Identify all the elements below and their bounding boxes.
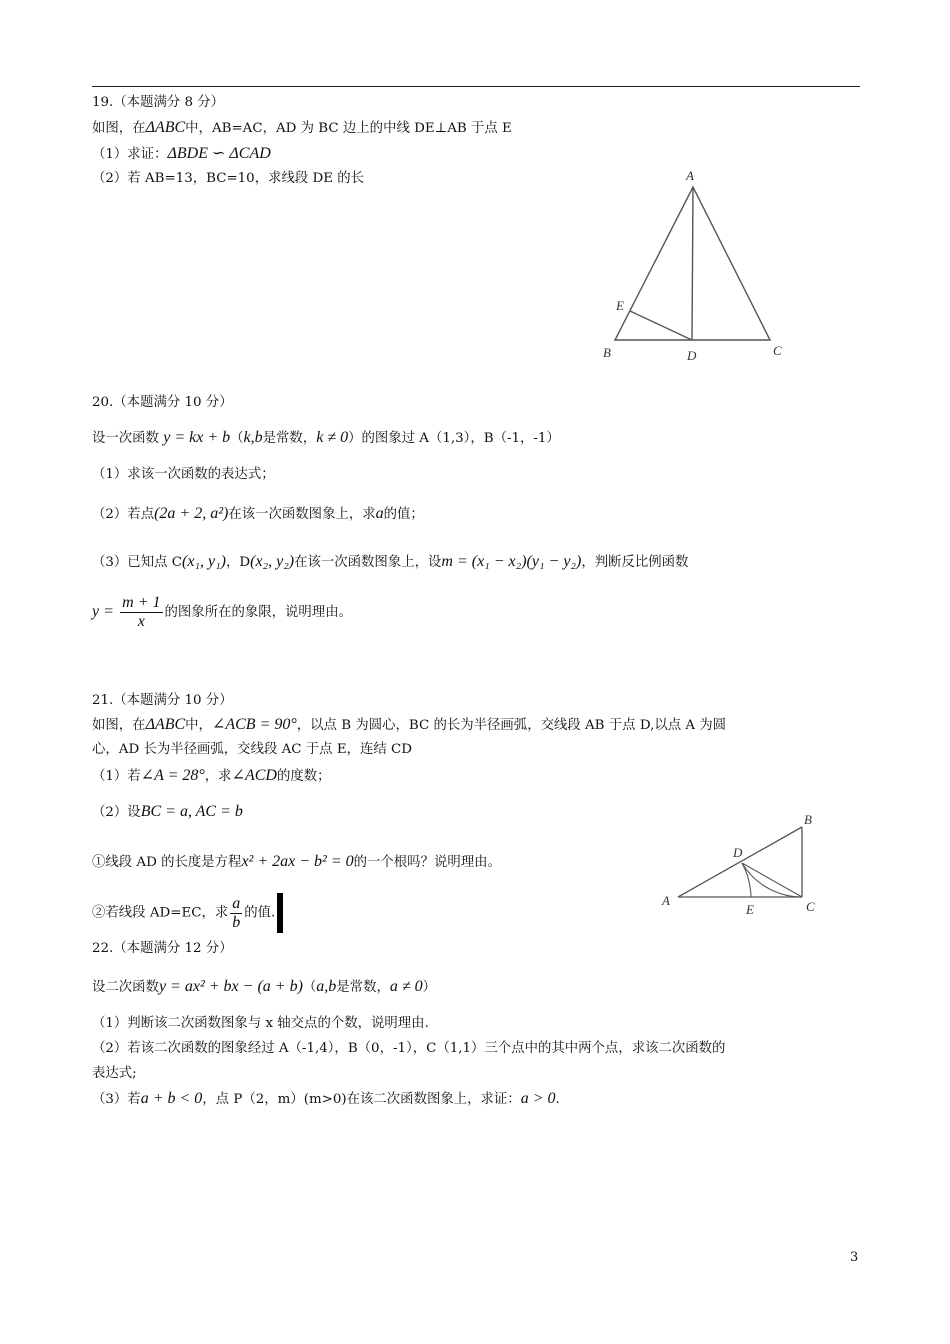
q19-stem: 如图，在ΔABC中，AB=AC，AD 为 BC 边上的中线 DE⊥AB 于点 E <box>92 119 512 136</box>
q21-part1: （1）若∠A = 28°，求∠ACD的度数； <box>92 767 331 784</box>
svg-text:C: C <box>806 899 815 914</box>
q20-header: 20.（本题满分 10 分） <box>92 395 233 410</box>
q22-part3: （3）若a + b < 0，点 P（2，m）(m>0)在该二次函数图象上，求证：a > 0. <box>92 1090 560 1107</box>
q21-fraction: $\frac{a}{b}$ <box>232 894 241 931</box>
svg-text:E: E <box>616 298 624 313</box>
q20-part3: （3）已知点 C(x₁, y₁)，D(x₂, y₂)在该一次函数图象上，设m = (x₁ − x₂)(y₁ − y₂)，判断反比例函数 <box>92 553 689 570</box>
header-rule <box>92 86 860 87</box>
svg-text:D: D <box>687 348 697 363</box>
q20-stem: 设一次函数 y = kx + b（k,b是常数，k ≠ 0）的图象过 A（1,3），B（-1，-1） <box>92 429 560 446</box>
q21-header: 21.（本题满分 10 分） <box>92 693 233 708</box>
svg-text:A: A <box>662 893 670 908</box>
q20-fraction: $\frac{m + 1}{x}$ <box>122 594 161 630</box>
svg-text:B: B <box>603 345 611 360</box>
q22-header: 22.（本题满分 12 分） <box>92 941 233 956</box>
q19-header: 19.（本题满分 8 分） <box>92 95 225 110</box>
svg-text:C: C <box>773 343 782 358</box>
q19-part2: （2）若 AB=13，BC=10，求线段 DE 的长 <box>92 171 365 186</box>
redaction-bar <box>277 893 283 933</box>
q20-part3-cont: y = $\frac{m + 1}{x}$ 的图象所在的象限，说明理由。 <box>92 594 352 630</box>
q21-triangle-figure <box>650 805 830 930</box>
svg-text:A: A <box>686 168 694 183</box>
q22-part2: （2）若该二次函数的图象经过 A（-1,4），B（0，-1），C（1,1）三个点中的其中两个点，求该二次函数的 <box>92 1041 726 1056</box>
q22-stem: 设二次函数y = ax² + bx − (a + b)（a,b是常数，a ≠ 0） <box>92 978 437 995</box>
page-number: 3 <box>850 1250 859 1265</box>
q20-part2: （2）若点(2a + 2, a²)在该一次函数图象上，求a的值； <box>92 505 424 522</box>
q21-sub1: ①线段 AD 的长度是方程x² + 2ax − b² = 0的一个根吗？说明理由。 <box>92 853 501 870</box>
q22-part2-cont: 表达式; <box>92 1066 137 1081</box>
q22-part1: （1）判断该二次函数图象与 x 轴交点的个数，说明理由. <box>92 1016 429 1031</box>
q19-part1: （1）求证：ΔBDE ∽ ΔCAD <box>92 145 271 162</box>
q21-stem-line1: 如图，在ΔABC中，∠ACB = 90°，以点 B 为圆心，BC 的长为半径画弧，交线段 AB 于点 D,以点 A 为圆 <box>92 716 727 733</box>
svg-text:E: E <box>746 902 754 917</box>
svg-text:B: B <box>804 812 812 827</box>
q21-sub2: ②若线段 AD=EC，求 $\frac{a}{b}$ 的值. <box>92 893 283 933</box>
q20-part1: （1）求该一次函数的表达式； <box>92 467 275 482</box>
q21-part2: （2）设BC = a, AC = b <box>92 803 243 820</box>
q21-stem-line2: 心，AD 长为半径画弧，交线段 AC 于点 E，连结 CD <box>92 742 413 757</box>
q19-triangle-figure <box>595 165 795 365</box>
svg-text:D: D <box>733 845 743 860</box>
